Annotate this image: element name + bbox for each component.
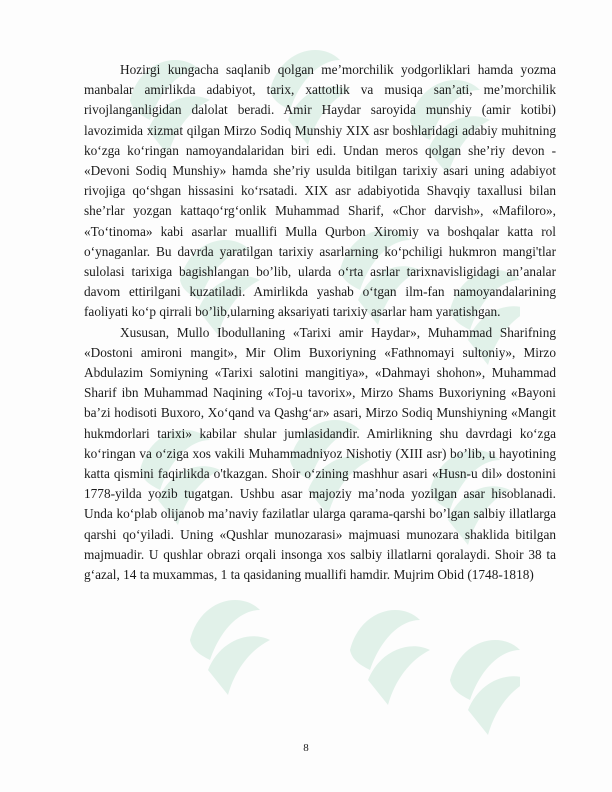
paragraph-1: Hozirgi kungacha saqlanib qolgan me’morchilik yodgorliklari hamda yozma manbalar amirlikda adabiyot, tarix, xattotlik va musiqa san’ati, me’morchilik rivojlanganligidan dalolat beradi. Amir Haydar saroyida munshiy (amir kotibi) lavozimida xizmat qilgan Mirzo Sodiq Munshiy XIX asr boshlaridagi adabiy muhitning ko‘zga ko‘ringan namoyandalaridan biri edi. Undan meros qolgan she’riy devon - «Devoni Sodiq Munshiy» hamda she’riy usulda bitilgan tarixiy asari uning adabiyot rivojiga qo‘shgan hissasini ko‘rsatadi. XIX asr adabiyotida Shavqiy taxallusi bilan she’rlar yozgan kattaqo‘rg‘onlik Muhammad Sharif, «Chor darvish», «Mafiloro», «To‘tinoma» kabi asarlar muallifi Mulla Qurbon Xiromiy va boshqalar katta rol o‘ynaganlar. Bu davrda yaratilgan tarixiy asarlarning ko‘pchiligi hukmron mangi'tlar sulolasi tarixiga bagishlangan bo’lib, ularda o‘rta asrlar tarixnavisligidagi an’analar davom ettirilgani kuzatiladi. Amirlikda yashab o‘tgan ilm-fan namoyandalarining faoliyati ko‘p qirrali bo’lib,ularning aksariyati tarixiy asarlar ham yaratishgan. [84, 62, 556, 320]
page-number: 8 [303, 742, 309, 754]
paragraph-2: Xususan, Mullo Ibodullaning «Tarixi amir Haydar», Muhammad Sharifning «Dostoni amironi mangit», Mir Olim Buxoriyning «Fathnomayi sultoniy», Mirzo Abdulazim Somiyning «Tarixi salotini mangitiya», «Dahmayi shohon», Muhammad Sharif ibn Muhammad Naqining «Toj-u tavorix», Mirzo Shams Buxoriyning «Bayoni ba’zi hodisoti Buxoro, Xo‘qand va Qashg‘ar» asari, Mirzo Sodiq Munshiyning «Mangit hukmdorlari tarixi» kabilar shular jumlasidandir. Amirlikning shu davrdagi ko‘zga ko‘ringan va o‘ziga xos vakili Muhammadniyoz Nishotiy (XIII asr) bo’lib, u hayotining katta qismini faqirlikda o'tkazgan. Shoir o‘zining mashhur asari «Husn-u dil» dostonini 1778-yilda yozib tugatgan. Ushbu asar majoziy ma’noda yozilgan asar hisoblanadi. Unda ko‘plab olijanob ma’naviy fazilatlar ularga qarama-qarshi bo’lgan salbiy illatlarga qarshi qo‘yiladi. Uning «Qushlar munozarasi» majmuasi munozara shaklida bitilgan majmuadir. U qushlar obrazi orqali insonga xos salbiy illatlarni qoralaydi. Shoir 38 ta g‘azal, 14 ta muxammas, 1 ta qasidaning muallifi hamdir. Mujrim Obid (1748-1818) [84, 324, 556, 583]
document-body [84, 60, 556, 585]
